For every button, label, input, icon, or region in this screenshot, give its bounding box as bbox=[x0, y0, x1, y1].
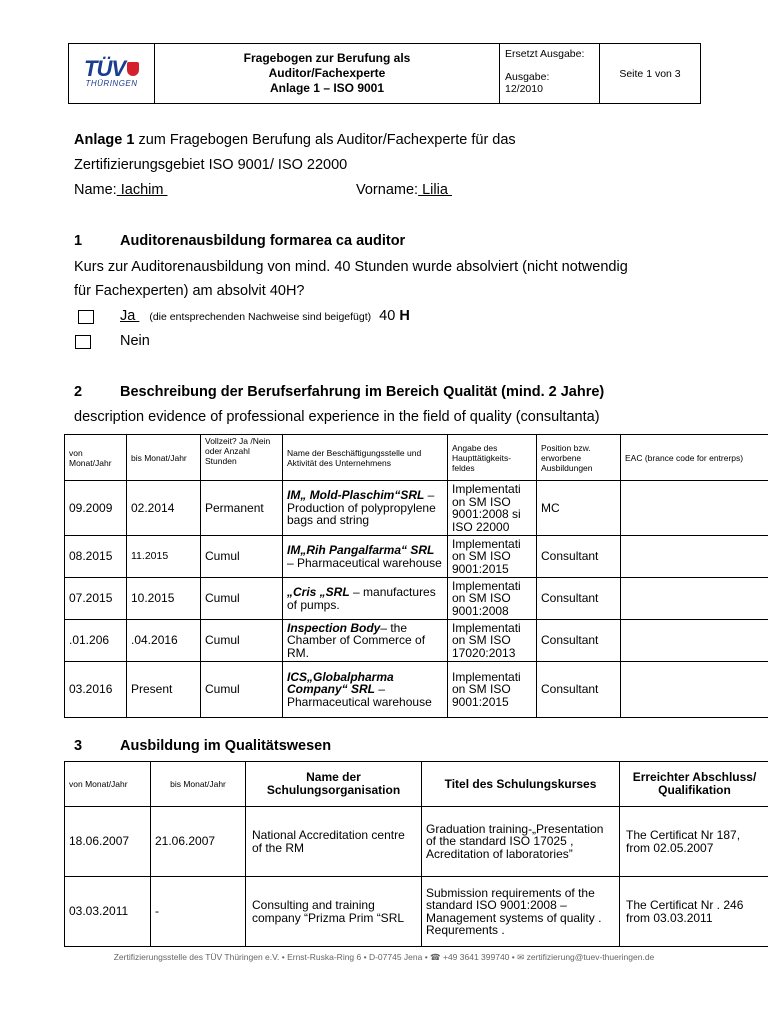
org-name: IM„Rih Pangalfarma“ SRL bbox=[287, 543, 435, 557]
table-row bbox=[65, 481, 768, 536]
col-eac: EAC (brance code for entrerps) bbox=[621, 435, 768, 481]
row-organisation bbox=[283, 578, 448, 620]
org-name: Inspection Body bbox=[287, 620, 381, 635]
table-row bbox=[65, 536, 768, 578]
ausgabe-label: Ausgabe: bbox=[505, 71, 550, 83]
row-von: 03.2016 bbox=[65, 662, 127, 718]
hours-unit: H bbox=[399, 308, 410, 324]
training-table bbox=[64, 761, 768, 947]
row-vollzeit: Cumul bbox=[201, 578, 283, 620]
col-taetigkeitsfeld: Angabe des Haupttätigkeits-feldes bbox=[448, 435, 537, 481]
title-line-2: Auditor/Fachexperte bbox=[268, 66, 386, 80]
row-feld: Implementati on SM ISO 9001:2008 bbox=[448, 578, 537, 620]
row-bis: 21.06.2007 bbox=[151, 807, 246, 877]
section-2-title: Beschreibung der Berufserfahrung im Bereich Qualität (mind. 2 Jahre) bbox=[120, 384, 605, 400]
experience-header-row bbox=[65, 435, 768, 481]
row-von: 03.03.2011 bbox=[65, 877, 151, 947]
ja-label: Ja bbox=[120, 308, 140, 324]
org-activity: – Pharmaceutical warehouse bbox=[287, 682, 432, 709]
intro-line-1 bbox=[74, 132, 516, 148]
org-name: ICS„Globalpharma Company“ SRL bbox=[287, 669, 394, 697]
ja-checkbox[interactable] bbox=[78, 310, 94, 324]
col-schulungskurs: Titel des Schulungskurses bbox=[422, 762, 620, 807]
col-schulungsorganisation: Name der Schulungsorganisation bbox=[246, 762, 422, 807]
hours-number: 40 bbox=[379, 308, 396, 324]
org-activity: – the Chamber of Commerce of RM. bbox=[287, 620, 426, 660]
org-activity: – Production of polypropylene bags and string bbox=[287, 488, 436, 528]
row-von: .01.206 bbox=[65, 620, 127, 662]
row-organisation bbox=[283, 620, 448, 662]
row-organisation: Consulting and training company “Prizma Prim “SRL bbox=[246, 877, 422, 947]
row-eac bbox=[621, 578, 768, 620]
row-abschluss: The Certificat Nr . 246 from 03.03.2011 bbox=[620, 877, 768, 947]
title-line-3: Anlage 1 – ISO 9001 bbox=[269, 81, 385, 95]
ersetzt-label: Ersetzt Ausgabe: bbox=[505, 48, 585, 60]
nein-checkbox[interactable] bbox=[75, 335, 91, 349]
row-vollzeit: Permanent bbox=[201, 481, 283, 536]
row-feld: Implementati on SM ISO 9001:2008 si ISO 22000 bbox=[448, 481, 537, 536]
section-1-number: 1 bbox=[74, 233, 83, 249]
anlage-label: Anlage 1 bbox=[74, 132, 135, 148]
row-eac bbox=[621, 662, 768, 718]
row-vollzeit: Cumul bbox=[201, 662, 283, 718]
logo-text: TÜV bbox=[84, 56, 125, 81]
section-1-text-1: Kurs zur Auditorenausbildung von mind. 40 Stunden wurde absolviert (nicht notwendig bbox=[74, 259, 628, 275]
ausgabe-value: 12/2010 bbox=[505, 83, 543, 95]
section-2-number: 2 bbox=[74, 384, 83, 400]
vorname-value: Lilia bbox=[418, 182, 452, 198]
training-header-row bbox=[65, 762, 768, 807]
row-bis: .04.2016 bbox=[127, 620, 201, 662]
org-activity: – manufactures of pumps. bbox=[287, 585, 436, 612]
table-row bbox=[65, 620, 768, 662]
org-name: IM„ Mold-Plaschim“SRL bbox=[287, 488, 425, 503]
row-kurs: Submission requirements of the standard ISO 9001:2008 – Management systems of quality . Requrements . bbox=[422, 877, 620, 947]
tuev-logo bbox=[69, 44, 155, 103]
row-von: 08.2015 bbox=[65, 536, 127, 578]
row-position: Consultant bbox=[537, 620, 621, 662]
col-organisation: Name der Beschäftigungsstelle und Aktivität des Unternehmens bbox=[283, 435, 448, 481]
name-field bbox=[74, 182, 167, 198]
row-vollzeit: Cumul bbox=[201, 536, 283, 578]
section-3-title: Ausbildung im Qualitätswesen bbox=[120, 738, 332, 754]
row-bis: 11.2015 bbox=[127, 536, 201, 578]
row-von: 09.2009 bbox=[65, 481, 127, 536]
section-1-text-2: für Fachexperten) am absolvit 40H? bbox=[74, 283, 305, 299]
col-bis: bis Monat/Jahr bbox=[151, 762, 246, 807]
nein-label: Nein bbox=[120, 333, 150, 349]
col-von: von Monat/Jahr bbox=[65, 435, 127, 481]
row-organisation: National Accreditation centre of the RM bbox=[246, 807, 422, 877]
edition-cell bbox=[500, 44, 600, 103]
col-abschluss: Erreichter Abschluss/ Qualifikation bbox=[620, 762, 768, 807]
row-eac bbox=[621, 481, 768, 536]
intro-text: zum Fragebogen Berufung als Auditor/Fachexperte für das bbox=[134, 132, 516, 148]
row-position: Consultant bbox=[537, 578, 621, 620]
row-abschluss: The Certificat Nr 187, from 02.05.2007 bbox=[620, 807, 768, 877]
row-organisation bbox=[283, 481, 448, 536]
row-bis: Present bbox=[127, 662, 201, 718]
col-position: Position bzw. erworbene Ausbildungen bbox=[537, 435, 621, 481]
row-feld: Implementati on SM ISO 9001:2015 bbox=[448, 536, 537, 578]
row-position: Consultant bbox=[537, 536, 621, 578]
col-bis: bis Monat/Jahr bbox=[127, 435, 201, 481]
row-position: MC bbox=[537, 481, 621, 536]
ja-option bbox=[120, 308, 410, 324]
vorname-field bbox=[356, 182, 452, 198]
section-1-title: Auditorenausbildung formarea ca auditor bbox=[120, 233, 406, 249]
ja-note: (die entsprechenden Nachweise sind beigefügt) bbox=[149, 311, 372, 323]
table-row bbox=[65, 662, 768, 718]
row-bis: 10.2015 bbox=[127, 578, 201, 620]
row-bis: - bbox=[151, 877, 246, 947]
page-number: Seite 1 von 3 bbox=[619, 67, 681, 80]
col-von: von Monat/Jahr bbox=[65, 762, 151, 807]
document-header bbox=[68, 43, 701, 104]
name-label: Name: bbox=[74, 182, 117, 198]
row-von: 07.2015 bbox=[65, 578, 127, 620]
row-vollzeit: Cumul bbox=[201, 620, 283, 662]
table-row bbox=[65, 807, 768, 877]
org-name: „Cris „SRL bbox=[287, 585, 350, 599]
table-row bbox=[65, 877, 768, 947]
title-line-1: Fragebogen zur Berufung als bbox=[243, 51, 411, 65]
logo-subtitle: THÜRINGEN bbox=[85, 79, 138, 88]
row-organisation bbox=[283, 662, 448, 718]
intro-line-2: Zertifizierungsgebiet ISO 9001/ ISO 22000 bbox=[74, 157, 348, 173]
col-vollzeit: Vollzeit? Ja /Nein oder Anzahl Stunden bbox=[201, 435, 283, 481]
row-eac bbox=[621, 620, 768, 662]
section-3-number: 3 bbox=[74, 738, 83, 754]
row-bis: 02.2014 bbox=[127, 481, 201, 536]
page-footer: Zertifizierungsstelle des TÜV Thüringen e.V. • Ernst-Ruska-Ring 6 • D-07745 Jena • ☎ +49 3641 399740 • ✉ zertifizierung@tuev-thueringen.de bbox=[113, 952, 655, 962]
name-value: Iachim bbox=[116, 182, 168, 198]
table-row bbox=[65, 578, 768, 620]
row-kurs: Graduation training-„Presentation of the standard ISO 17025 , Acreditation of laboratories” bbox=[422, 807, 620, 877]
row-feld: Implementati on SM ISO 17020:2013 bbox=[448, 620, 537, 662]
row-feld: Implementati on SM ISO 9001:2015 bbox=[448, 662, 537, 718]
vorname-label: Vorname: bbox=[356, 182, 419, 198]
row-organisation bbox=[283, 536, 448, 578]
row-eac bbox=[621, 536, 768, 578]
experience-table bbox=[64, 434, 768, 718]
row-position: Consultant bbox=[537, 662, 621, 718]
org-activity: – Pharmaceutical warehouse bbox=[287, 555, 442, 570]
document-title bbox=[155, 44, 500, 103]
shield-icon bbox=[127, 62, 139, 76]
row-von: 18.06.2007 bbox=[65, 807, 151, 877]
section-2-description: description evidence of professional experience in the field of quality (consultanta) bbox=[74, 409, 600, 425]
